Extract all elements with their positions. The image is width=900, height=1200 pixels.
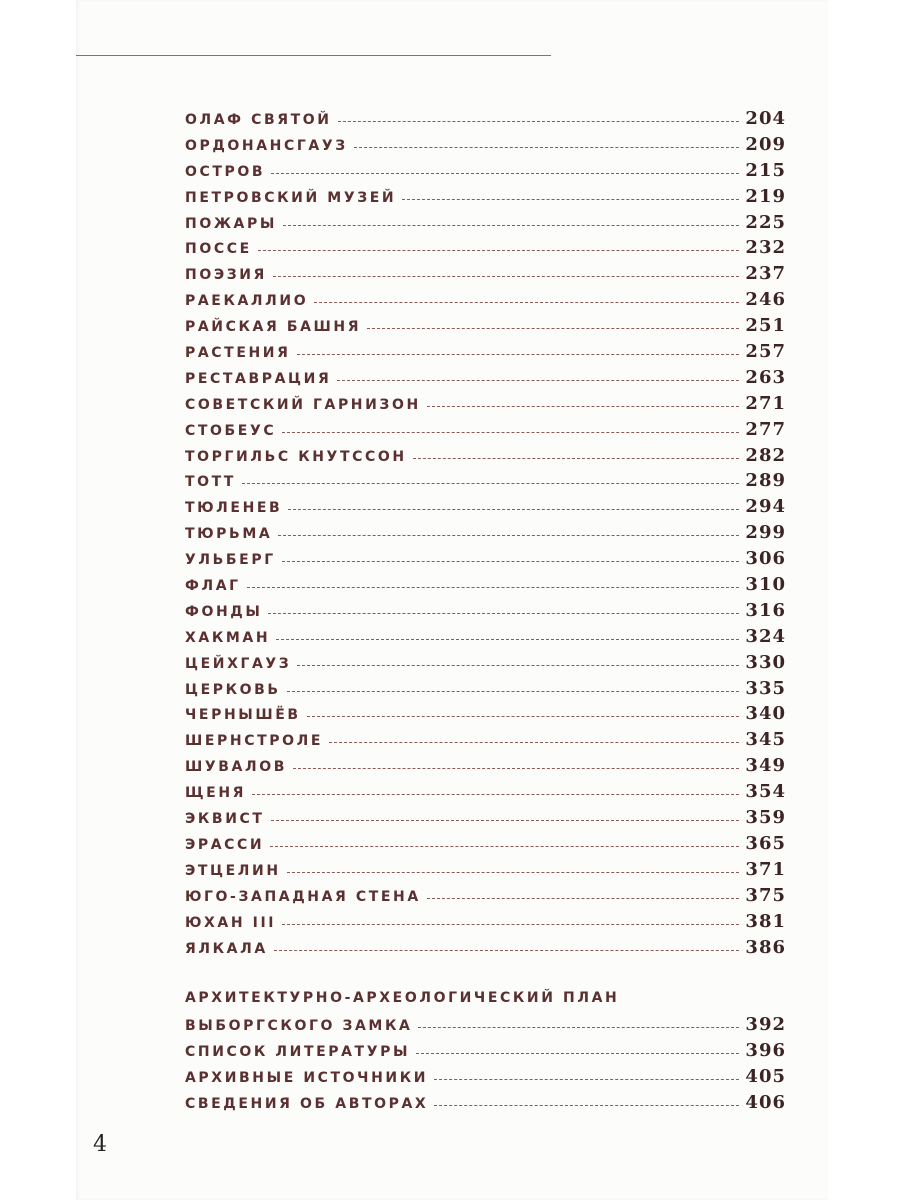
toc-entry-title: ОЛАФ СВЯТОЙ bbox=[185, 112, 332, 128]
dot-leader bbox=[288, 509, 739, 510]
toc-entry-page: 375 bbox=[745, 884, 786, 906]
toc-entries bbox=[185, 106, 786, 960]
toc-entry-title: ШУВАЛОВ bbox=[185, 759, 287, 776]
toc-entry-title: ТЮРЬМА bbox=[185, 526, 273, 543]
dot-leader bbox=[270, 846, 739, 847]
toc-entry[interactable] bbox=[185, 546, 786, 572]
toc-entry[interactable] bbox=[185, 443, 786, 469]
toc-entry[interactable] bbox=[185, 184, 786, 210]
toc-entry-page: 209 bbox=[745, 133, 786, 155]
toc-entry-page: 237 bbox=[745, 263, 786, 285]
dot-leader bbox=[402, 199, 739, 200]
dot-leader bbox=[252, 794, 739, 795]
toc-entry[interactable] bbox=[185, 106, 786, 132]
toc-entry[interactable] bbox=[185, 1064, 786, 1090]
toc-entry-page: 310 bbox=[745, 574, 786, 596]
dot-leader bbox=[418, 1027, 739, 1028]
toc-entry-title: ТОРГИЛЬС КНУТССОН bbox=[185, 448, 407, 465]
toc-entry[interactable] bbox=[185, 857, 786, 883]
toc-entry[interactable] bbox=[185, 1038, 786, 1064]
toc-entry-title: ЭРАССИ bbox=[185, 836, 265, 853]
toc-entry-title: ПОЖАРЫ bbox=[185, 215, 277, 232]
appendix-entries bbox=[185, 1038, 786, 1116]
toc-entry-page: 282 bbox=[745, 444, 786, 466]
toc-entry-title: ВЫБОРГСКОГО ЗАМКА bbox=[185, 1018, 413, 1035]
toc-entry-title: ФОНДЫ bbox=[185, 603, 263, 620]
toc-entry-title: РАЙСКАЯ БАШНЯ bbox=[185, 319, 362, 336]
toc-entry-page: 277 bbox=[745, 418, 786, 440]
toc-entry-page: 381 bbox=[745, 910, 786, 932]
toc-entry-title: ПОССЕ bbox=[185, 241, 252, 258]
toc-entry-title: ТОТТ bbox=[185, 474, 236, 491]
dot-leader bbox=[434, 1079, 739, 1080]
toc-entry-page: 232 bbox=[745, 237, 786, 259]
dot-leader bbox=[337, 380, 739, 381]
toc-entry[interactable] bbox=[185, 158, 786, 184]
toc-entry-page: 257 bbox=[745, 341, 786, 363]
toc-entry[interactable] bbox=[185, 909, 786, 935]
dot-leader bbox=[314, 302, 739, 303]
toc-entry-page: 365 bbox=[745, 832, 786, 854]
dot-leader bbox=[271, 173, 739, 174]
dot-leader bbox=[354, 147, 740, 148]
toc-entry[interactable] bbox=[185, 468, 786, 494]
toc-entry-page: 396 bbox=[745, 1040, 786, 1062]
toc-entry-title: СТОБЕУС bbox=[185, 422, 277, 439]
dot-leader bbox=[434, 1105, 739, 1106]
toc-entry-title: ЦЕЙХГАУЗ bbox=[185, 655, 292, 672]
toc-entry-page: 324 bbox=[745, 625, 786, 647]
toc-entry[interactable] bbox=[185, 676, 786, 702]
toc-entry[interactable] bbox=[185, 235, 786, 261]
toc-entry-title: СОВЕТСКИЙ ГАРНИЗОН bbox=[185, 396, 421, 413]
toc-entry-page: 299 bbox=[745, 522, 786, 544]
toc-entry-page: 335 bbox=[745, 677, 786, 699]
toc-entry-page: 251 bbox=[745, 315, 786, 337]
dot-leader bbox=[282, 432, 739, 433]
toc-entry[interactable] bbox=[185, 753, 786, 779]
toc-entry[interactable] bbox=[185, 132, 786, 158]
dot-leader bbox=[413, 458, 740, 459]
dot-leader bbox=[297, 665, 739, 666]
toc-entry-title: РЕСТАВРАЦИЯ bbox=[185, 370, 332, 387]
dot-leader bbox=[293, 768, 739, 769]
dot-leader bbox=[271, 820, 740, 821]
section-gap bbox=[185, 960, 786, 986]
dot-leader bbox=[282, 561, 740, 562]
toc-entry-title: ТЮЛЕНЕВ bbox=[185, 500, 283, 517]
toc-entry[interactable] bbox=[185, 287, 786, 313]
toc-entry-page: 306 bbox=[745, 548, 786, 570]
top-rule bbox=[76, 55, 551, 56]
dot-leader bbox=[427, 898, 740, 899]
toc-entry-title: ШЕРНСТРОЛЕ bbox=[185, 733, 324, 750]
toc-entry-title: УЛЬБЕРГ bbox=[185, 552, 276, 569]
table-of-contents bbox=[185, 106, 786, 1116]
toc-entry-title: СПИСОК ЛИТЕРАТУРЫ bbox=[185, 1044, 411, 1061]
toc-entry[interactable] bbox=[185, 261, 786, 287]
toc-entry-title: ХАКМАН bbox=[185, 629, 271, 646]
toc-entry-page: 246 bbox=[745, 289, 786, 311]
dot-leader bbox=[416, 1053, 739, 1054]
dot-leader bbox=[283, 225, 739, 226]
toc-entry[interactable] bbox=[185, 831, 786, 857]
toc-entry[interactable] bbox=[185, 365, 786, 391]
toc-entry-title: ФЛАГ bbox=[185, 578, 241, 595]
toc-entry-title: ЦЕРКОВЬ bbox=[185, 681, 281, 698]
toc-entry-page: 386 bbox=[745, 936, 786, 958]
toc-entry[interactable] bbox=[185, 494, 786, 520]
toc-entry-title: ОСТРОВ bbox=[185, 163, 266, 180]
toc-entry-page: 225 bbox=[745, 211, 786, 233]
toc-entry-title: АРХИТЕКТУРНО-АРХЕОЛОГИЧЕСКИЙ ПЛАН bbox=[185, 990, 620, 1007]
dot-leader bbox=[287, 691, 740, 692]
dot-leader bbox=[247, 587, 740, 588]
toc-entry[interactable] bbox=[185, 313, 786, 339]
dot-leader bbox=[427, 406, 740, 407]
dot-leader bbox=[329, 742, 739, 743]
toc-entry-page: 271 bbox=[745, 392, 786, 414]
toc-entry-title: ЭТЦЕЛИН bbox=[185, 862, 281, 879]
toc-entry-page: 263 bbox=[745, 366, 786, 388]
toc-entry-title: ПОЭЗИЯ bbox=[185, 267, 267, 284]
toc-entry[interactable] bbox=[185, 701, 786, 727]
dot-leader bbox=[338, 121, 740, 122]
toc-entry-page: 392 bbox=[745, 1014, 786, 1036]
toc-entry-page: 359 bbox=[745, 807, 786, 829]
dot-leader bbox=[268, 613, 739, 614]
toc-entry[interactable] bbox=[185, 727, 786, 753]
toc-entry-page: 204 bbox=[745, 108, 786, 129]
toc-entry[interactable] bbox=[185, 572, 786, 598]
toc-entry-title: РАСТЕНИЯ bbox=[185, 345, 291, 362]
toc-entry-title: ЯЛКАЛА bbox=[185, 940, 268, 957]
toc-entry[interactable] bbox=[185, 1012, 786, 1038]
toc-entry[interactable] bbox=[185, 391, 786, 417]
toc-entry-page: 405 bbox=[745, 1066, 786, 1088]
toc-entry-page: 316 bbox=[745, 599, 786, 621]
toc-entry-page: 219 bbox=[745, 185, 786, 207]
toc-entry-title: РАЕКАЛЛИО bbox=[185, 293, 309, 310]
toc-entry-title: АРХИВНЫЕ ИСТОЧНИКИ bbox=[185, 1070, 429, 1087]
toc-entry-title: ЩЕНЯ bbox=[185, 785, 247, 802]
dot-leader bbox=[307, 716, 740, 717]
toc-entry-title: ПЕТРОВСКИЙ МУЗЕЙ bbox=[185, 189, 397, 206]
toc-entry[interactable] bbox=[185, 520, 786, 546]
toc-entry-title: ЮХАН III bbox=[185, 914, 277, 931]
toc-entry-title: ЭКВИСТ bbox=[185, 811, 265, 828]
dot-leader bbox=[297, 354, 740, 355]
toc-entry-page: 406 bbox=[745, 1091, 786, 1113]
toc-entry[interactable] bbox=[185, 779, 786, 805]
toc-entry[interactable] bbox=[185, 805, 786, 831]
toc-entry-page: 345 bbox=[745, 729, 786, 751]
toc-entry-page: 340 bbox=[745, 703, 786, 725]
toc-entry[interactable] bbox=[185, 210, 786, 236]
toc-entry-title: ЮГО-ЗАПАДНАЯ СТЕНА bbox=[185, 888, 421, 905]
dot-leader bbox=[282, 924, 739, 925]
toc-entry-page: 289 bbox=[745, 470, 786, 492]
toc-entry-page: 354 bbox=[745, 781, 786, 803]
dot-leader bbox=[367, 328, 739, 329]
toc-entry-page: 349 bbox=[745, 755, 786, 777]
toc-entry[interactable] bbox=[185, 624, 786, 650]
toc-entry[interactable] bbox=[185, 883, 786, 909]
page-number: 4 bbox=[93, 1132, 107, 1157]
toc-entry[interactable] bbox=[185, 650, 786, 676]
dot-leader bbox=[287, 872, 740, 873]
dot-leader bbox=[276, 639, 739, 640]
toc-entry[interactable] bbox=[185, 417, 786, 443]
toc-entry-title: СВЕДЕНИЯ ОБ АВТОРАХ bbox=[185, 1095, 429, 1112]
toc-entry[interactable] bbox=[185, 1090, 786, 1116]
dot-leader bbox=[242, 483, 739, 484]
toc-entry[interactable] bbox=[185, 935, 786, 961]
toc-entry-page: 371 bbox=[745, 858, 786, 880]
dot-leader bbox=[274, 950, 740, 951]
toc-entry[interactable] bbox=[185, 598, 786, 624]
toc-entry-title: ЧЕРНЫШЁВ bbox=[185, 707, 301, 724]
dot-leader bbox=[273, 276, 739, 277]
toc-entry-page: 215 bbox=[745, 159, 786, 181]
toc-entry-page: 330 bbox=[745, 651, 786, 673]
toc-entry[interactable] bbox=[185, 339, 786, 365]
toc-entry-page: 294 bbox=[745, 496, 786, 518]
dot-leader bbox=[278, 535, 739, 536]
dot-leader bbox=[258, 250, 740, 251]
toc-entry-title: ОРДОНАНСГАУЗ bbox=[185, 137, 348, 154]
